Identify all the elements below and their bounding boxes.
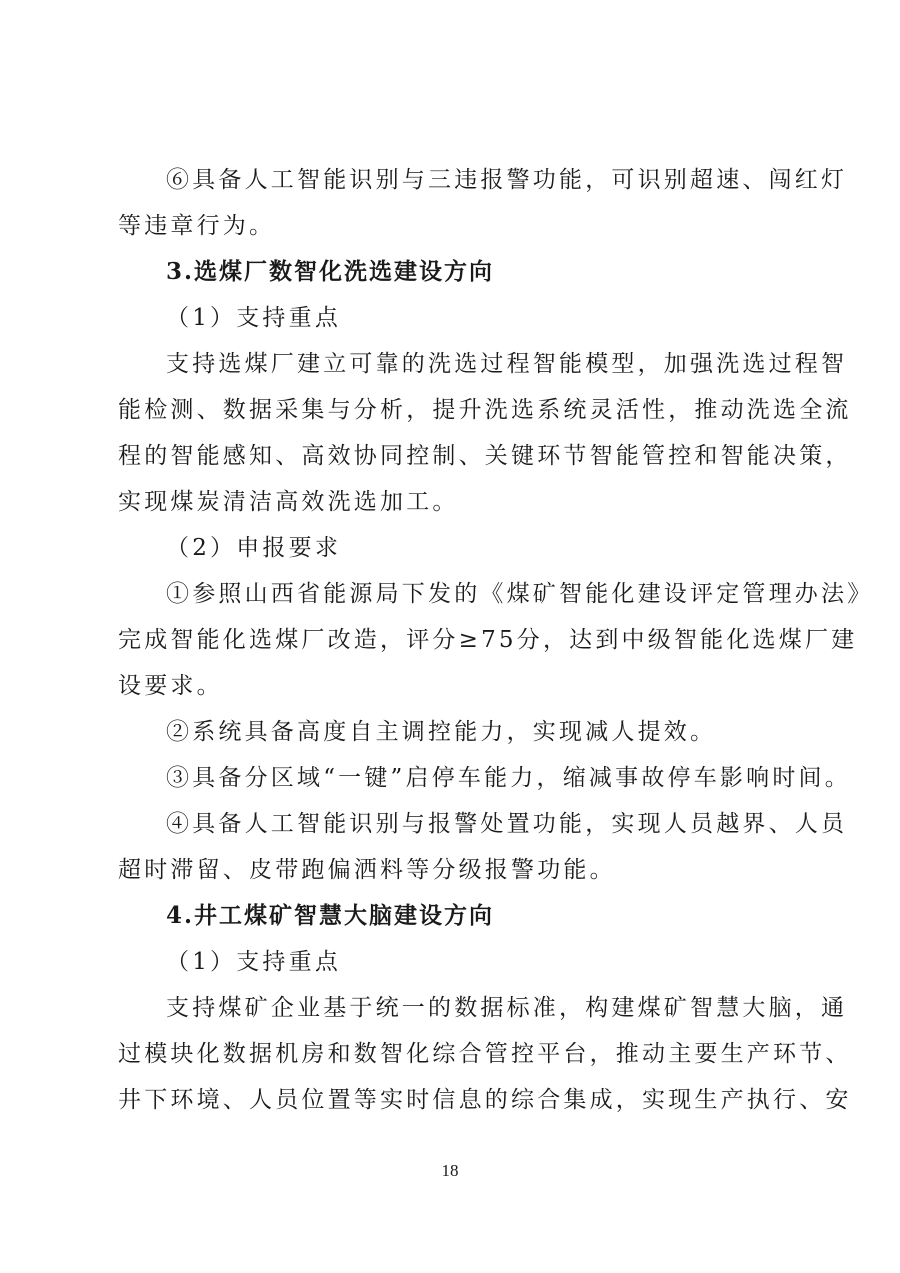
item-4-line-2: 超时滞留、皮带跑偏洒料等分级报警功能。	[118, 857, 616, 883]
item-1-line-1: ①参照山西省能源局下发的《煤矿智能化建设评定管理办法》	[166, 581, 874, 607]
subheading-requirements: （2）申报要求	[166, 535, 342, 561]
section-3-heading: 3.选煤厂数智化洗选建设方向	[166, 258, 495, 285]
paragraph-line: 过模块化数据机房和数智化综合管控平台，推动主要生产环节、	[118, 1041, 852, 1067]
item-6-line-1: ⑥具备人工智能识别与三违报警功能，可识别超速、闯红灯	[166, 167, 848, 193]
paragraph-line: 井下环境、人员位置等实时信息的综合集成，实现生产执行、安	[118, 1087, 852, 1113]
subheading-support-focus: （1）支持重点	[166, 305, 342, 331]
item-1-line-2: 完成智能化选煤厂改造，评分≥75分，达到中级智能化选煤厂建	[118, 627, 858, 653]
item-1-line-3: 设要求。	[118, 673, 223, 699]
item-4-line-1: ④具备人工智能识别与报警处置功能，实现人员越界、人员	[166, 811, 848, 837]
item-6-line-2: 等违章行为。	[118, 213, 276, 239]
page-number: 18	[441, 1161, 459, 1180]
item-2-line: ②系统具备高度自主调控能力，实现减人提效。	[166, 719, 717, 745]
paragraph-line: 实现煤炭清洁高效洗选加工。	[118, 489, 459, 515]
paragraph-line: 程的智能感知、高效协同控制、关键环节智能管控和智能决策，	[118, 443, 852, 469]
subheading-support-focus: （1）支持重点	[166, 949, 342, 975]
item-3-line: ③具备分区域“一键”启停车能力，缩减事故停车影响时间。	[166, 765, 851, 791]
paragraph-line: 支持煤矿企业基于统一的数据标准，构建煤矿智慧大脑，通	[166, 995, 848, 1021]
section-4-heading: 4.井工煤矿智慧大脑建设方向	[166, 902, 495, 929]
paragraph-line: 能检测、数据采集与分析，提升洗选系统灵活性，推动洗选全流	[118, 397, 852, 423]
paragraph-line: 支持选煤厂建立可靠的洗选过程智能模型，加强洗选过程智	[166, 351, 848, 377]
